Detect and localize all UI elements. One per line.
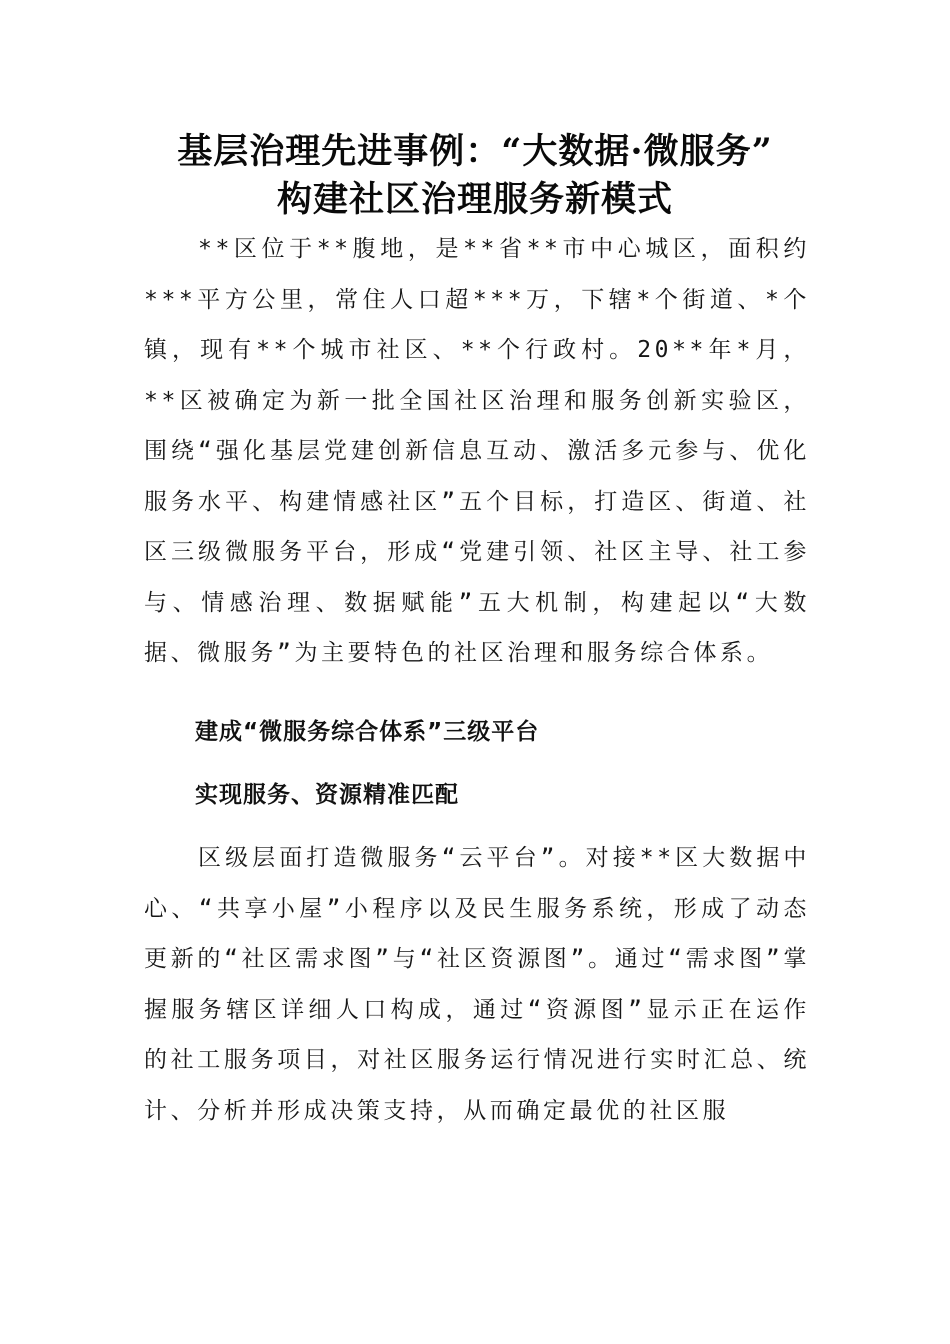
section-heading: 建成“微服务综合体系”三级平台 [195, 719, 540, 745]
intro-paragraph-block [144, 224, 810, 679]
section-subheading: 实现服务、资源精准匹配 [195, 782, 459, 808]
body-paragraph: 区级层面打造微服务“云平台”。对接**区大数据中心、“共享小屋”小程序以及民生服务系统，形成了动态更新的“社区需求图”与“社区资源图”。通过“需求图”掌握服务辖区详细人口构成，通过“资源图”显示正在运作的社工服务项目，对社区服务运行情况进行实时汇总、统计、分析并形成决策支持，从而确定最优的社区服 [144, 845, 810, 1124]
document-title-line2: 构建社区治理服务新模式 [276, 179, 673, 220]
body-paragraph-block [144, 833, 810, 1136]
document-title-line1: 基层治理先进事例：“大数据·微服务” [177, 131, 773, 172]
intro-paragraph: **区位于**腹地，是**省**市中心城区，面积约***平方公里，常住人口超***万，下辖*个街道、*个镇，现有**个城市社区、**个行政村。20**年*月，**区被确定为新一批全国社区治理和服务创新实验区，围绕“强化基层党建创新信息互动、激活多元参与、优化服务水平、构建情感社区”五个目标，打造区、街道、社区三级微服务平台，形成“党建引领、社区主导、社工参与、情感治理、数据赋能”五大机制，构建起以“大数据、微服务”为主要特色的社区治理和服务综合体系。 [144, 236, 810, 666]
